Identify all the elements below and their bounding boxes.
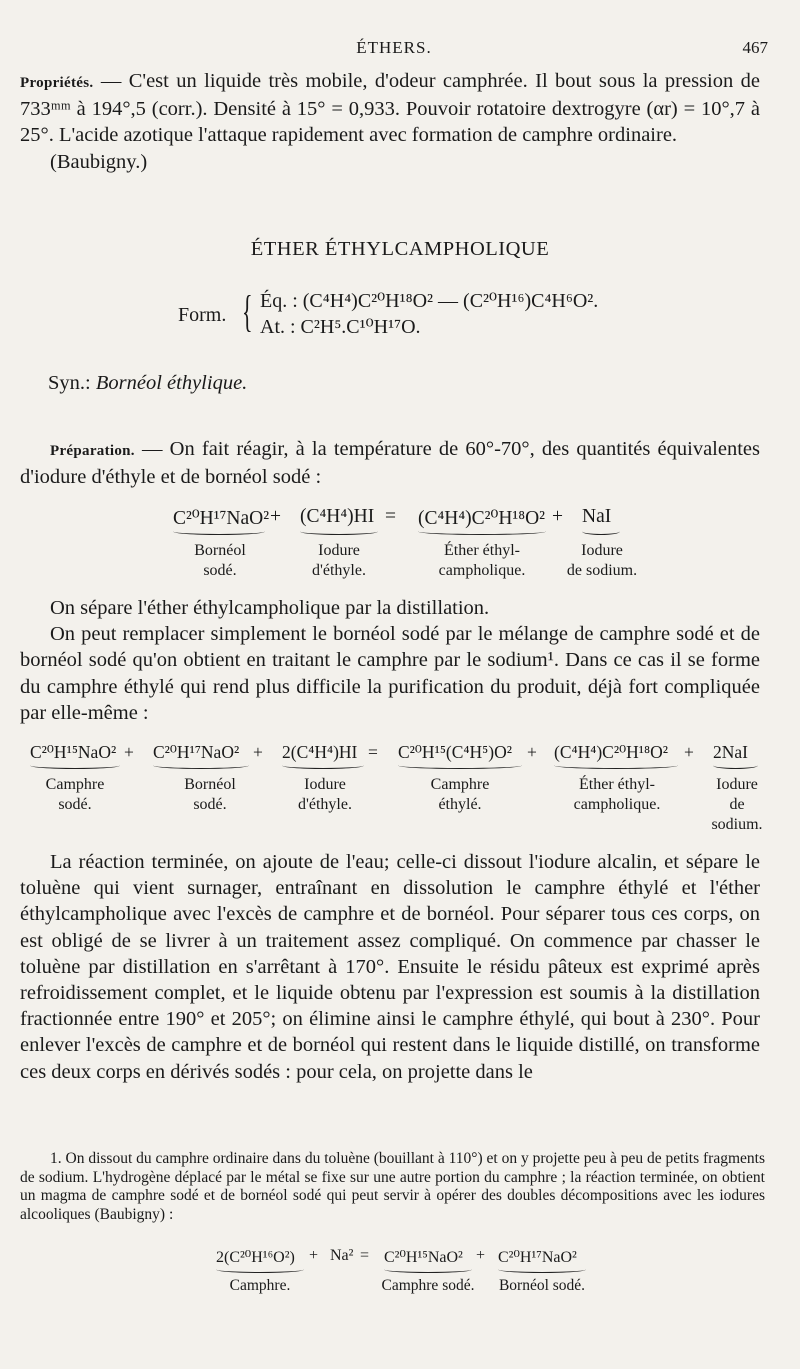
header-title: ÉTHERS.: [356, 38, 432, 57]
eq1-underbrace: [173, 528, 265, 535]
eq2-label: Bornéol sodé.: [184, 776, 236, 813]
paragraphs-a: [20, 595, 760, 726]
eq1-op: +: [270, 506, 281, 527]
eq2-op: +: [253, 742, 263, 762]
synonym-prefix: Syn.:: [48, 372, 96, 394]
paragraph: La réaction terminée, on ajoute de l'eau; celle-ci dissout l'iodure alcalin, et sépare le toluène qui vient surnager, entraînant en dissolution le camphre éthylé et l'éther éthylcampholique avec l'excès de camphre et de bornéol. Pour séparer tous ces corps, on est obligé de se livrer à un traitement assez compliqué. On commence par chasser le toluène par distillation en s'arrêtant à 170°. Ensuite le résidu pâteux est exprimé après refroidissement complet, et le liquide obtenu par l'expression est soumis à la distillation fractionnée entre 190° et 205°; on élimine ainsi le camphre éthylé, qui bout à 230°. Pour enlever l'excès de camphre et de bornéol qui restent dans le liquide distillé, on transforme ces deux corps en dérivés sodés : pour cela, on projette dans le: [20, 851, 760, 1083]
eq2-underbrace: [282, 762, 364, 769]
footnote-text: 1. On dissout du camphre ordinaire dans du toluène (bouillant à 110°) et on y projette peu à peu de petits fragments de sodium. L'hydrogène déplacé par le métal se fixe sur une autre portion du camphre ; la réaction terminée, on obtient un magma de camphre sodé et de bornéol sodé qui peut servir à opérer des doubles décompositions avec les iodures alcooliques (Baubigny) :: [20, 1150, 765, 1223]
fn-eq-op: +: [476, 1247, 486, 1264]
running-header: [20, 38, 768, 62]
eq1-term: (C⁴H⁴)HI: [300, 506, 375, 527]
fn-eq-label: Camphre.: [229, 1277, 291, 1294]
fn-eq-term: 2(C²⁰H¹⁶O²): [216, 1249, 295, 1266]
eq1-label: Iodure de sodium.: [566, 542, 638, 579]
eq2-term: (C⁴H⁴)C²⁰H¹⁸O²: [554, 742, 668, 762]
fn-eq-underbrace: [384, 1266, 472, 1273]
eq1-label: Bornéol sodé.: [194, 542, 246, 579]
eq2-label: Iodure de sodium.: [711, 776, 763, 833]
eq2-op: =: [368, 742, 378, 762]
eq2-underbrace: [398, 762, 522, 769]
eq1-label: Éther éthyl- campholique.: [438, 542, 526, 579]
eq1-op: =: [385, 506, 396, 527]
eq2-underbrace: [713, 762, 758, 769]
proprietes-section: [20, 68, 760, 175]
section-title: ÉTHER ÉTHYLCAMPHOLIQUE: [250, 238, 550, 260]
eq2-label: Iodure d'éthyle.: [298, 776, 352, 813]
fn-eq-op: =: [360, 1247, 370, 1264]
eq2-term: C²⁰H¹⁷NaO²: [153, 742, 240, 762]
proprietes-label: Propriétés.: [20, 75, 94, 91]
eq2-op: +: [527, 742, 537, 762]
preparation-text: — On fait réagir, à la température de 60°-70°, des quantités équivalentes d'iodure d'éthyle et de bornéol sodé :: [20, 438, 760, 489]
paragraph: On sépare l'éther éthylcampholique par la distillation.: [50, 597, 490, 619]
fn-eq-underbrace: [498, 1266, 586, 1273]
eq2-label: Camphre sodé.: [45, 776, 105, 813]
eq2-term: C²⁰H¹⁵NaO²: [30, 742, 117, 762]
eq2-op: +: [684, 742, 694, 762]
eq1-term: C²⁰H¹⁷NaO²: [173, 508, 270, 529]
formula-eq-line: Éq. : (C⁴H⁴)C²⁰H¹⁸O² — (C²⁰H¹⁶)C⁴H⁶O².: [260, 290, 599, 312]
preparation-section: [20, 436, 760, 490]
proprietes-ref: (Baubigny.): [50, 150, 148, 173]
eq1-underbrace: [300, 528, 378, 535]
formula-label: Form.: [178, 304, 227, 326]
preparation-label: Préparation.: [50, 443, 135, 459]
eq2-underbrace: [30, 762, 120, 769]
eq1-term: NaI: [582, 506, 612, 527]
synonym: [48, 372, 247, 395]
eq1-term: (C⁴H⁴)C²⁰H¹⁸O²: [418, 508, 545, 529]
footnote: [20, 1150, 765, 1224]
eq1-underbrace: [418, 528, 546, 535]
fn-eq-underbrace: [216, 1266, 304, 1273]
fn-eq-term: C²⁰H¹⁷NaO²: [498, 1249, 577, 1266]
eq1-op: +: [552, 506, 563, 527]
eq1-underbrace: [582, 528, 620, 535]
eq2-underbrace: [554, 762, 678, 769]
formula-brace: {: [242, 287, 253, 336]
paragraph: On peut remplacer simplement le bornéol sodé par le mélange de camphre sodé et de bornéol sodé qu'on obtient en traitant le camphre par le sodium¹. Dans ce cas il se forme du camphre éthylé qui rend plus difficile la purification du produit, déjà fort compliquée par elle-même :: [20, 623, 760, 724]
eq2-op: +: [124, 742, 134, 762]
fn-eq-label: Camphre sodé.: [381, 1277, 475, 1294]
eq2-term: C²⁰H¹⁵(C⁴H⁵)O²: [398, 742, 512, 762]
eq2-underbrace: [153, 762, 249, 769]
fn-eq-label: Bornéol sodé.: [498, 1277, 586, 1294]
eq2-term: 2(C⁴H⁴)HI: [282, 742, 358, 762]
eq2-term: 2NaI: [713, 742, 748, 762]
page-number: 467: [742, 38, 768, 57]
proprietes-text: — C'est un liquide très mobile, d'odeur camphrée. Il bout sous la pression de 733ᵐᵐ à 194°,5 (corr.). Densité à 15° = 0,933. Pouvoir rotatoire dextrogyre (αr) = 10°,7 à 25°. L'acide azotique l'attaque rapidement avec formation de camphre ordinaire.: [20, 70, 760, 147]
eq2-label: Éther éthyl- campholique.: [573, 776, 661, 813]
eq2-label: Camphre éthylé.: [430, 776, 490, 813]
synonym-name: Bornéol éthylique.: [95, 372, 248, 394]
fn-eq-term: C²⁰H¹⁵NaO²: [384, 1249, 463, 1266]
fn-eq-op: +: [309, 1247, 319, 1264]
formula-at-line: At. : C²H⁵.C¹⁰H¹⁷O.: [260, 316, 421, 338]
eq1-label: Iodure d'éthyle.: [312, 542, 366, 579]
fn-eq-term: Na²: [330, 1247, 354, 1264]
paragraph-b: [20, 849, 760, 1085]
